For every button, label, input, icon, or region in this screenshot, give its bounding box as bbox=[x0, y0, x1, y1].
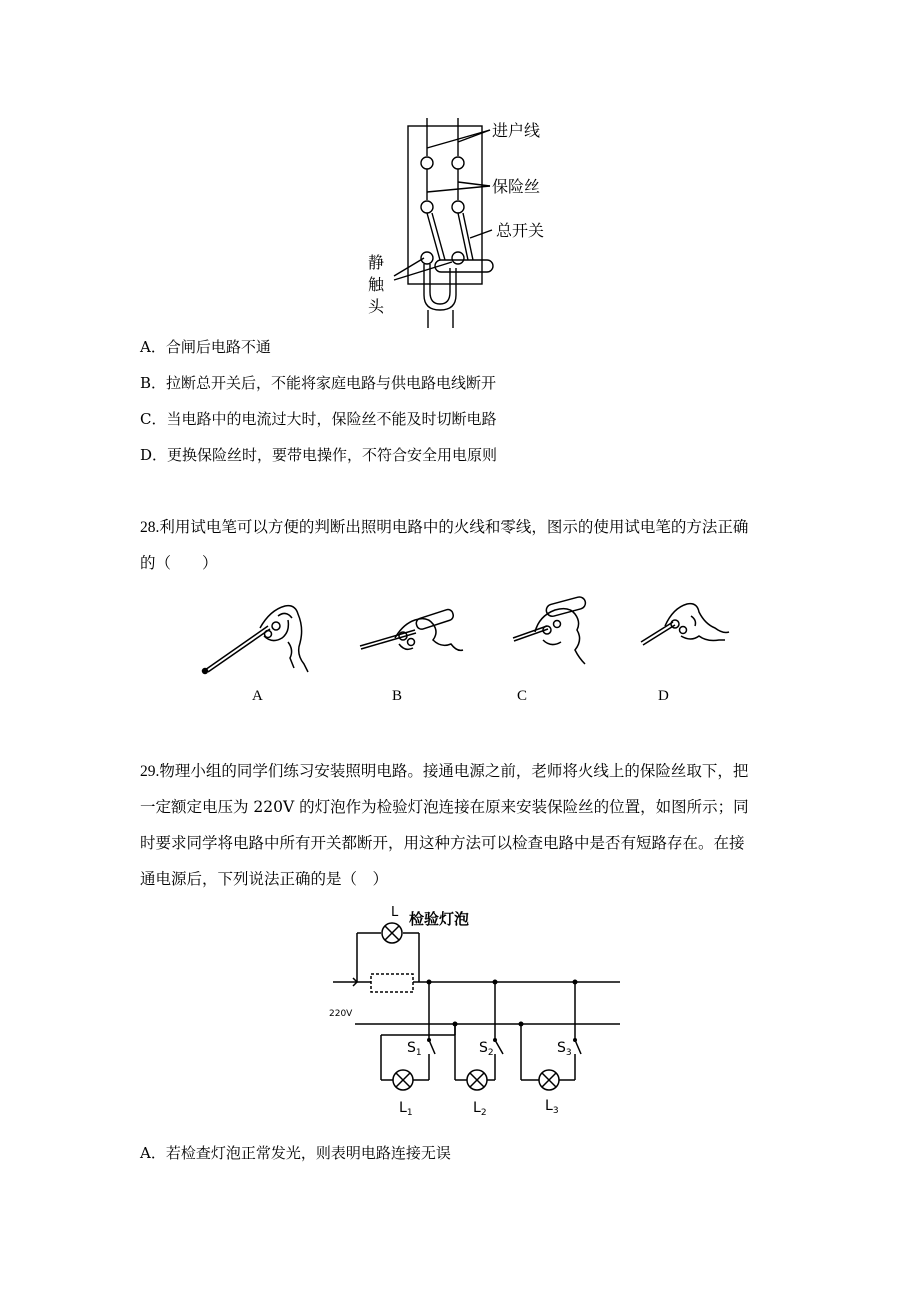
q28-stem-text1: 利用试电笔可以方便的判断出照明电路中的火线和零线，图示的使用试电笔的方法正确 bbox=[159, 518, 749, 536]
q29-option-a: A．若检查灯泡正常发光，则表明电路连接无误 bbox=[140, 1144, 451, 1162]
test-pen-figure-b bbox=[355, 598, 465, 678]
q28-number: 28. bbox=[140, 519, 160, 536]
label-static-contact-3: 头 bbox=[368, 297, 385, 316]
q29-stem-text1: 物理小组的同学们练习安装照明电路。接通电源之前，老师将火线上的保险丝取下，把 bbox=[159, 762, 749, 780]
figure-caption-d: D bbox=[658, 688, 669, 704]
label-main-switch: 总开关 bbox=[496, 221, 545, 240]
test-pen-figure-c bbox=[505, 596, 615, 676]
label-static-contact-2: 触 bbox=[368, 275, 385, 294]
label-static-contact-1: 静 bbox=[368, 253, 385, 272]
q27-option-d: D．更换保险丝时，要带电操作，不符合安全用电原则 bbox=[140, 446, 498, 464]
q27-option-c: C．当电路中的电流过大时，保险丝不能及时切断电路 bbox=[140, 410, 497, 428]
q27-option-b: B．拉断总开关后，不能将家庭电路与供电路电线断开 bbox=[140, 374, 497, 392]
q29-stem-line3: 时要求同学将电路中所有开关都断开，用这种方法可以检查电路中是否有短路存在。在接 bbox=[140, 834, 745, 852]
label-l2: $L_2$ bbox=[473, 1100, 487, 1118]
label-s3: $S_3$ bbox=[557, 1040, 572, 1058]
test-pen-figure-d bbox=[635, 596, 735, 676]
label-test-lamp: 检验灯泡 bbox=[409, 910, 470, 928]
figure-caption-a: A bbox=[252, 688, 263, 704]
fuse-box-figure bbox=[340, 110, 580, 330]
label-l3: $L_3$ bbox=[545, 1098, 559, 1116]
label-lamp-l: L bbox=[391, 905, 399, 920]
label-fuse: 保险丝 bbox=[492, 177, 541, 196]
q29-stem-line4: 通电源后，下列说法正确的是（ ） bbox=[140, 870, 389, 888]
label-l1: $L_1$ bbox=[399, 1100, 413, 1118]
q29-number: 29. bbox=[140, 763, 160, 780]
label-s2: $S_2$ bbox=[479, 1040, 494, 1058]
q28-stem-line2: 的（ ） bbox=[140, 554, 218, 572]
q29-stem-line1 bbox=[140, 760, 748, 783]
label-220v: 220V bbox=[329, 1009, 353, 1019]
label-s1: $S_1$ bbox=[407, 1040, 422, 1058]
q27-option-a: A．合闸后电路不通 bbox=[140, 338, 271, 356]
figure-caption-c: C bbox=[517, 688, 528, 704]
figure-caption-b: B bbox=[392, 688, 403, 704]
test-pen-figure-a bbox=[200, 598, 315, 678]
label-incoming-line: 进户线 bbox=[492, 121, 541, 140]
q29-stem-line2: 一定额定电压为 220V 的灯泡作为检验灯泡连接在原来安装保险丝的位置，如图所示；同 bbox=[140, 798, 749, 816]
q28-stem-line1 bbox=[140, 516, 748, 539]
circuit-diagram bbox=[325, 900, 625, 1125]
